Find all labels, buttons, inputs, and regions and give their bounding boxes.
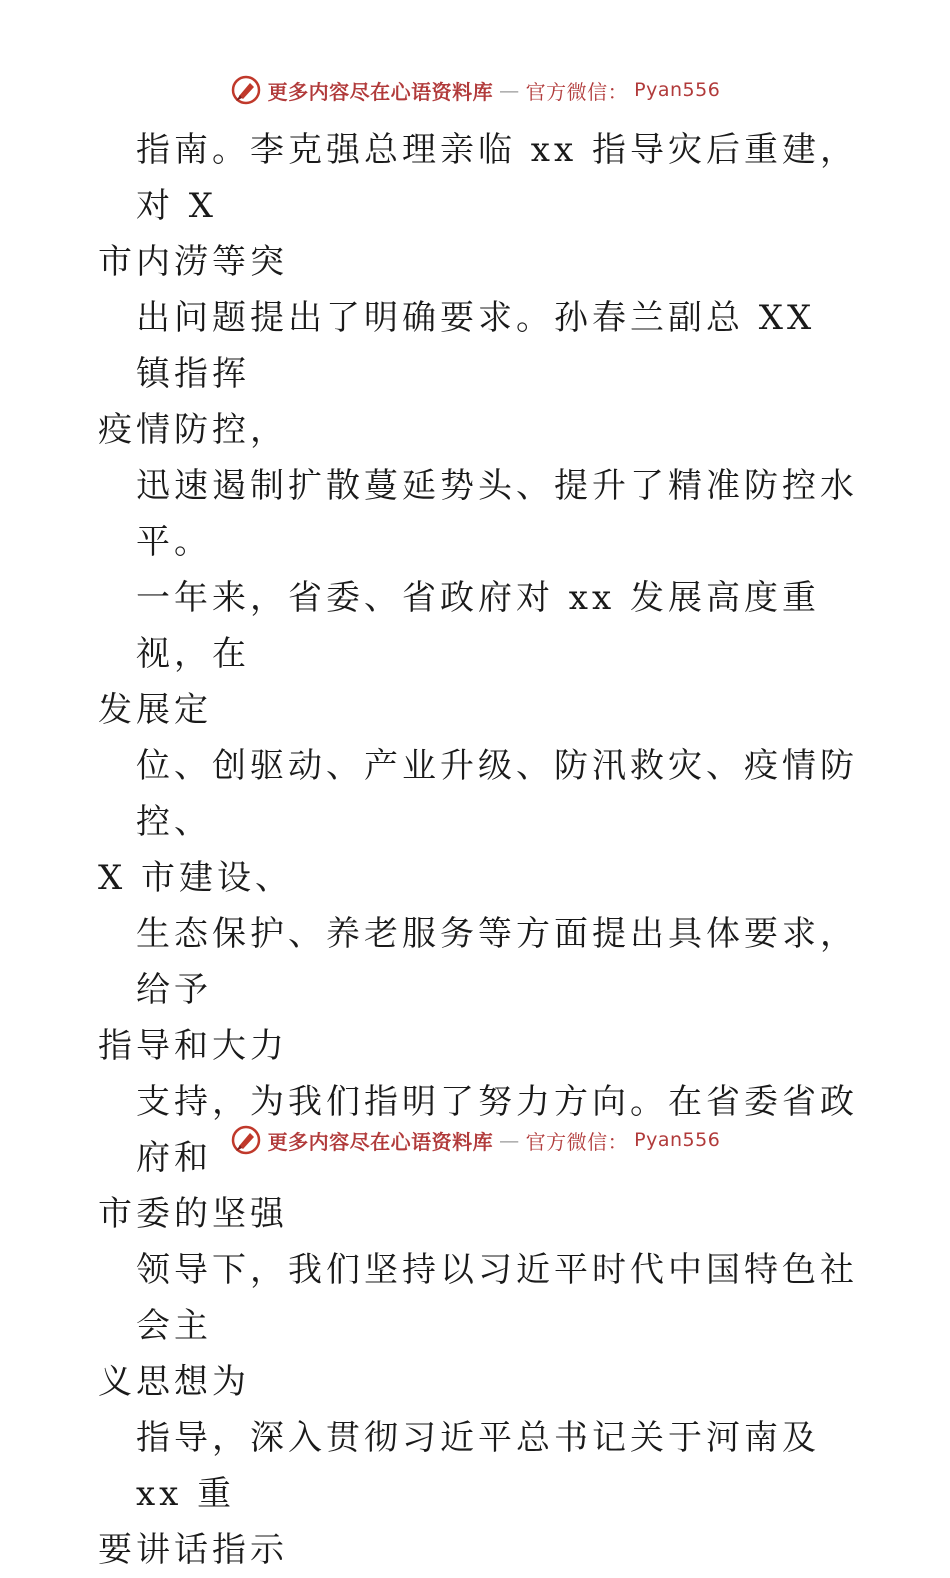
brand-logo-icon <box>230 74 262 106</box>
paragraph-line: 出问题提出了明确要求。孙春兰副总 XX 镇指挥 <box>136 298 816 394</box>
paragraph-line: 指导和大力 <box>98 1026 288 1066</box>
paragraph-line: 指导，深入贯彻习近平总书记关于河南及 xx 重 <box>136 1418 820 1514</box>
paragraph-line: 疫情防控， <box>98 410 288 450</box>
footer-watermark <box>0 1120 950 1160</box>
paragraph-line: 迅速遏制扩散蔓延势头、提升了精准防控水平。 <box>136 466 858 562</box>
watermark-wechat-id: Pyan556 <box>634 1129 721 1151</box>
watermark-brand-text: 更多内容尽在心语资料库 <box>267 79 494 104</box>
paragraph <box>98 458 868 570</box>
paragraph-line: 领导下，我们坚持以习近平时代中国特色社会主 <box>136 1250 858 1346</box>
document-body <box>98 122 868 1578</box>
paragraph-line: 指南。李克强总理亲临 xx 指导灾后重建，对 X <box>136 130 858 226</box>
paragraph-line: 生态保护、养老服务等方面提出具体要求，给予 <box>136 914 858 1010</box>
paragraph <box>98 122 868 290</box>
watermark-dash: — <box>499 78 520 102</box>
paragraph-line: 要讲话指示 <box>98 1530 288 1570</box>
paragraph <box>98 1242 868 1410</box>
watermark-sub-text: 官方微信： <box>525 79 629 104</box>
watermark-sub-text: 官方微信： <box>525 1129 629 1154</box>
paragraph <box>98 738 868 906</box>
paragraph <box>98 570 868 738</box>
paragraph-line: 义思想为 <box>98 1362 250 1402</box>
paragraph-line: 市内涝等突 <box>98 242 288 282</box>
paragraph-line: 市委的坚强 <box>98 1194 288 1234</box>
paragraph <box>98 290 868 458</box>
watermark-dash: — <box>499 1128 520 1152</box>
brand-logo-icon <box>230 1124 262 1156</box>
paragraph-line: 位、创驱动、产业升级、防汛救灾、疫情防控、 <box>136 746 858 842</box>
watermark-brand-text: 更多内容尽在心语资料库 <box>267 1129 494 1154</box>
watermark-wechat-id: Pyan556 <box>634 79 721 101</box>
paragraph <box>98 906 868 1074</box>
paragraph-line: 一年来，省委、省政府对 xx 发展高度重视，在 <box>136 578 820 674</box>
paragraph <box>98 1410 868 1578</box>
header-watermark <box>0 70 950 110</box>
paragraph-line: 支持，为我们指明了努力方向。在省委省政府和 <box>136 1082 858 1178</box>
paragraph-line: 发展定 <box>98 690 212 730</box>
paragraph-line: X 市建设、 <box>98 858 294 898</box>
